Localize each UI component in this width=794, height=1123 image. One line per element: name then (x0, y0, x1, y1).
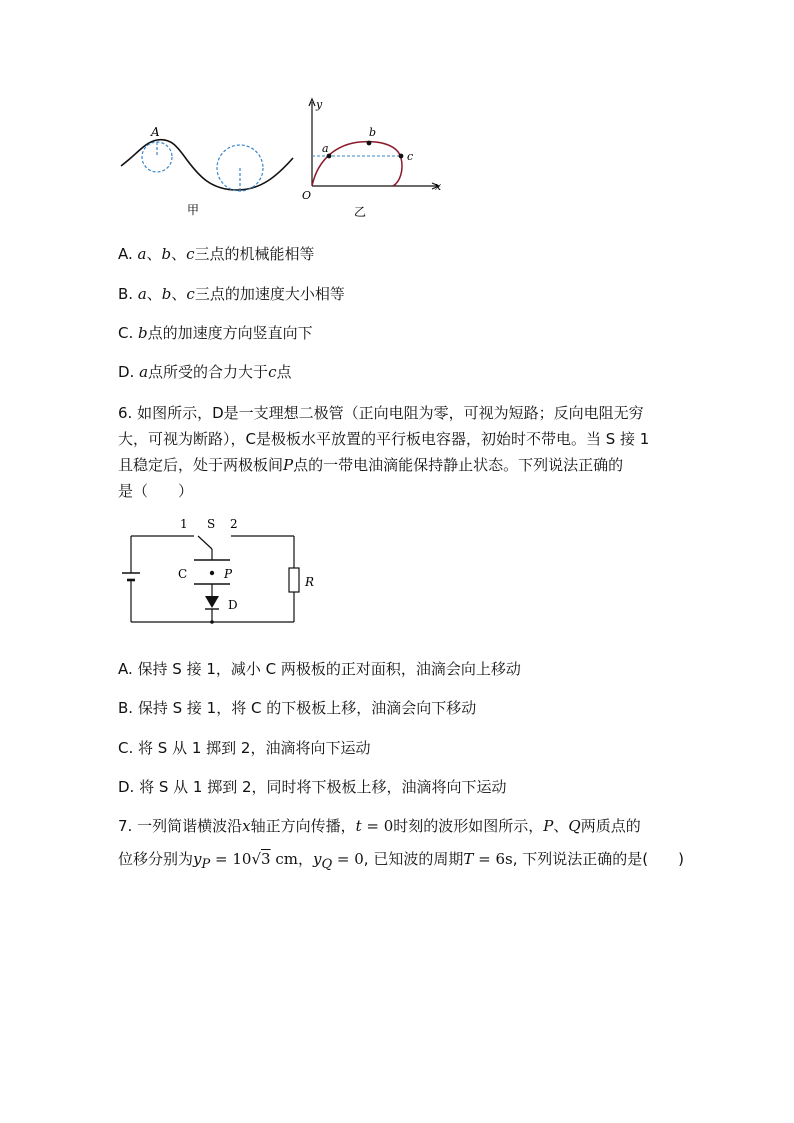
point-b-var: b (161, 285, 172, 303)
separator: 、 (171, 285, 187, 303)
wave-track (121, 140, 293, 190)
resistor-label: R (305, 575, 315, 589)
q5-option-a[interactable] (118, 243, 315, 264)
point-c-var: c (186, 245, 195, 263)
unit-cm: cm (270, 850, 298, 868)
circuit-diagram (118, 512, 318, 630)
q6-option-d[interactable]: D. 将 S 从 1 掷到 2，同时将下极板上移，油滴将向下运动 (118, 778, 507, 796)
point-a-var: a (137, 245, 147, 263)
figure-yi (298, 96, 448, 221)
q6-stem-line3 (118, 454, 623, 475)
separator: ， (297, 850, 313, 868)
yP-var: y (193, 850, 202, 868)
yQ-subscript: Q (321, 857, 333, 872)
figure-yi-caption: 乙 (354, 205, 367, 219)
yQ-var: y (312, 850, 322, 868)
t-value: = 0 (361, 817, 394, 835)
stem-text: 7. 一列简谐横波沿 (118, 817, 243, 835)
switch-terminal-2-label: 2 (230, 517, 238, 531)
yP-subscript: P (201, 857, 211, 872)
resistor-body (289, 568, 299, 592)
q6-option-a[interactable]: A. 保持 S 接 1，减小 C 两极板的正对面积，油滴会向上移动 (118, 660, 521, 678)
point-c-dot (399, 154, 404, 159)
diode-label: D (228, 598, 238, 612)
point-b-var: b (161, 245, 172, 263)
stem-text: 点的一带电油滴能保持静止状态。下列说法正确的 (293, 456, 624, 474)
Q-var: Q (568, 817, 581, 835)
stem-text: 轴正方向传播， (250, 817, 356, 835)
q6-stem-line1: 6. 如图所示，D是一支理想二极管（正向电阻为零，可视为短路；反向电阻无穷 (118, 404, 644, 422)
stem-text: 且稳定后，处于两极板间 (118, 456, 284, 474)
q5-option-c[interactable] (118, 322, 313, 343)
capacitor-label: C (178, 567, 188, 581)
junction-dot (210, 620, 214, 624)
point-b-dot (367, 141, 372, 146)
point-c-var: c (186, 285, 195, 303)
point-P-var: P (283, 456, 294, 474)
yQ-value: = 0 (332, 850, 364, 868)
x-var: x (242, 817, 251, 835)
t-var: t (355, 817, 362, 835)
option-prefix: C. (118, 324, 139, 342)
sqrt-symbol: √ (251, 850, 262, 868)
separator: 、 (553, 817, 569, 835)
diode-triangle (205, 596, 219, 608)
q5-option-d[interactable] (118, 361, 291, 382)
figure-jia (115, 120, 300, 220)
sqrt-radicand: 3 (261, 850, 271, 868)
switch-terminal-1-label: 1 (180, 517, 188, 531)
switch-label: S (207, 517, 216, 531)
stem-text: , 下列说法正确的是( ) (512, 850, 684, 868)
y-axis-label: y (316, 98, 323, 111)
oil-drop-dot (210, 571, 214, 575)
T-value: = 6s (473, 850, 513, 868)
q6-stem-line2: 大，可视为断路），C是极板水平放置的平行板电容器，初始时不带电。当 S 接 1 (118, 430, 650, 448)
q5-option-b[interactable] (118, 283, 345, 304)
separator: 、 (146, 285, 162, 303)
point-P-label: P (224, 567, 233, 581)
switch-blade (198, 536, 212, 549)
q7-stem-line1 (118, 815, 641, 836)
option-text: 三点的加速度大小相等 (194, 285, 345, 303)
yP-value: = 10 (210, 850, 252, 868)
stem-text: 时刻的波形如图所示， (393, 817, 544, 835)
separator: 、 (146, 245, 162, 263)
point-a-label: a (322, 142, 329, 155)
q6-option-c[interactable]: C. 将 S 从 1 掷到 2，油滴将向下运动 (118, 739, 371, 757)
point-c-label: c (407, 150, 414, 163)
origin-label: O (302, 189, 312, 202)
q6-stem-line4: 是（ ） (118, 482, 194, 500)
option-text: 点的加速度方向竖直向下 (147, 324, 313, 342)
point-b-var: b (138, 324, 148, 342)
point-A-label: A (151, 125, 160, 139)
option-prefix: A. (118, 245, 138, 263)
x-axis-label: x (435, 180, 442, 193)
option-text: 三点的机械能相等 (194, 245, 315, 263)
point-a-var: a (139, 363, 149, 381)
stem-text: 两质点的 (580, 817, 641, 835)
q7-stem-line2 (118, 848, 684, 872)
P-var: P (543, 817, 554, 835)
q6-option-b[interactable]: B. 保持 S 接 1，将 C 的下极板上移，油滴会向下移动 (118, 699, 477, 717)
option-text: 点所受的合力大于 (148, 363, 269, 381)
point-b-label: b (369, 126, 377, 139)
separator: 、 (171, 245, 187, 263)
stem-text: , 已知波的周期 (363, 850, 464, 868)
figure-jia-caption: 甲 (187, 203, 200, 217)
option-text: 点 (276, 363, 292, 381)
point-a-var: a (137, 285, 147, 303)
point-c-var: c (268, 363, 277, 381)
stem-text: 位移分别为 (118, 850, 194, 868)
option-prefix: D. (118, 363, 140, 381)
T-var: T (463, 850, 474, 868)
option-prefix: B. (118, 285, 138, 303)
